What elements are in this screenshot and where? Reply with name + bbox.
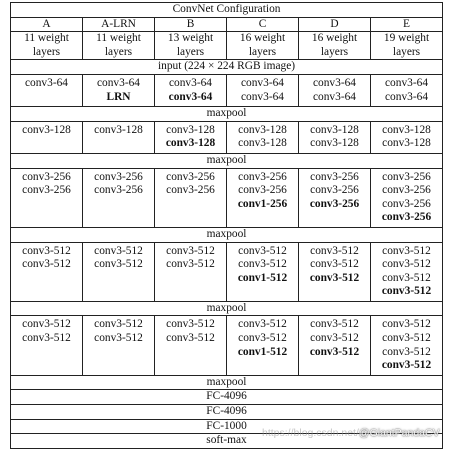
layer-entry: conv3-128 [310,123,359,136]
depth-line: 11 weight [24,32,69,45]
column-depth [299,32,371,60]
input-cell: input (224 × 224 RGB image) [11,60,443,75]
layer-entry: conv3-256 [238,170,287,183]
layer-cell [11,242,83,301]
table-title: ConvNet Configuration [11,3,443,18]
watermark-url: https://blog.csdn.net/ [262,427,359,439]
layer-entry: conv1-256 [237,197,288,210]
layer-entry: conv3-64 [385,76,429,89]
depth-line: 16 weight [239,32,286,45]
layer-entry: conv3-512 [94,318,143,331]
layer-cell [299,121,371,153]
maxpool-row [11,153,443,168]
column-header: E [371,17,443,32]
depth-line: layers [176,45,205,58]
layer-entry: conv3-512 [238,258,287,271]
depth-line: 19 weight [383,32,430,45]
depth-line: layers [104,45,133,58]
layer-entry: conv3-256 [309,197,360,210]
layer-cell [83,74,155,106]
column-header: A-LRN [83,17,155,32]
layer-entry: conv3-64 [240,90,285,103]
layer-entry: conv3-512 [22,318,71,331]
layer-cell [227,74,299,106]
layer-cell [371,121,443,153]
layer-cell [83,316,155,375]
title-row [11,3,443,18]
layer-entry: conv3-128 [94,123,143,136]
layer-entry: conv3-256 [22,184,71,197]
column-depth [371,32,443,60]
layer-entry: conv3-128 [382,123,431,136]
layer-cell [227,316,299,375]
tail-cell: soft-max [11,434,443,449]
column-header: A [11,17,83,32]
column-header: B [155,17,227,32]
layer-cell [11,74,83,106]
layer-entry: conv3-512 [310,318,359,331]
layer-entry: conv3-512 [238,244,287,257]
layer-entry: conv1-512 [237,271,288,284]
layer-cell [371,316,443,375]
tail-row [11,405,443,420]
layer-entry: conv3-128 [382,137,431,150]
layer-entry: conv3-128 [166,123,215,136]
layer-entry: conv3-256 [310,184,359,197]
layer-entry: conv3-512 [22,258,71,271]
watermark-handle: @GiantPandaCV [358,427,440,439]
column-depth [83,32,155,60]
depth-line: layers [320,45,349,58]
layer-cell [299,316,371,375]
layer-entry: conv3-64 [24,76,69,89]
layer-cell [155,74,227,106]
depth-line: 13 weight [167,32,214,45]
layer-block-row [11,74,443,106]
layer-cell [227,121,299,153]
tail-row [11,375,443,390]
input-row [11,60,443,75]
layer-entry: conv3-64 [96,76,141,89]
layer-entry: conv3-256 [382,184,431,197]
layer-entry: conv3-64 [168,90,213,103]
layer-cell [299,242,371,301]
layer-entry: conv3-128 [238,137,287,150]
layer-entry: conv3-64 [312,90,357,103]
layer-entry: conv3-512 [238,332,287,345]
layer-entry: conv3-256 [238,184,287,197]
layer-block-row [11,242,443,301]
layer-entry: conv3-512 [382,318,431,331]
layer-entry: conv3-512 [381,285,432,298]
layer-entry: conv3-512 [238,318,287,331]
layer-entry: conv3-512 [382,271,431,284]
maxpool-row [11,107,443,122]
layer-entry: conv3-512 [22,244,71,257]
depth-line: layers [392,45,421,58]
layer-entry: conv3-256 [94,170,143,183]
layer-cell [227,168,299,227]
layer-cell [83,121,155,153]
layer-entry: conv3-256 [382,170,431,183]
layer-entry: conv3-512 [166,318,215,331]
layer-entry: conv3-512 [309,345,360,358]
layer-entry: conv3-512 [382,345,431,358]
layer-entry: conv1-512 [237,345,288,358]
layer-cell [371,168,443,227]
layer-entry: conv3-512 [309,271,360,284]
layer-entry: conv3-512 [310,332,359,345]
layer-cell [83,242,155,301]
maxpool-cell: maxpool [11,153,443,168]
depth-line: 11 weight [96,32,141,45]
layer-entry: conv3-128 [238,123,287,136]
layer-entry: conv3-256 [22,170,71,183]
layer-cell [227,242,299,301]
table-body [11,3,443,449]
tail-cell: FC-4096 [11,390,443,405]
layer-cell [83,168,155,227]
column-depth [227,32,299,60]
maxpool-cell: maxpool [11,301,443,316]
layer-entry: LRN [106,90,131,103]
column-depth [11,32,83,60]
layer-cell [371,74,443,106]
depth-row [11,32,443,60]
layer-entry: conv3-512 [382,258,431,271]
layer-entry: conv3-128 [310,137,359,150]
maxpool-cell: maxpool [11,227,443,242]
layer-entry: conv3-256 [310,170,359,183]
layer-block-row [11,121,443,153]
layer-entry: conv3-256 [166,184,215,197]
layer-cell [299,74,371,106]
layer-entry: conv3-64 [240,76,285,89]
layer-entry: conv3-256 [166,170,215,183]
tail-cell: maxpool [11,375,443,390]
convnet-configuration-table [10,2,443,449]
layer-cell [11,121,83,153]
layer-entry: conv3-128 [22,123,71,136]
layer-entry: conv3-512 [382,244,431,257]
depth-line: layers [248,45,277,58]
layer-cell [155,242,227,301]
layer-cell [11,316,83,375]
maxpool-row [11,227,443,242]
tail-cell: FC-1000 [11,419,443,434]
layer-entry: conv3-64 [312,76,357,89]
layer-entry: conv3-512 [94,258,143,271]
layer-entry: conv3-512 [382,332,431,345]
layer-entry: conv3-512 [22,332,71,345]
column-depth [155,32,227,60]
layer-entry: conv3-256 [381,211,432,224]
layer-entry: conv3-512 [310,258,359,271]
layer-cell [371,242,443,301]
layer-entry: conv3-512 [166,258,215,271]
layer-entry: conv3-512 [381,359,432,372]
layer-cell [155,121,227,153]
maxpool-cell: maxpool [11,107,443,122]
depth-line: 16 weight [311,32,358,45]
layer-cell [11,168,83,227]
watermark [262,427,452,443]
layer-entry: conv3-64 [385,90,429,103]
layer-entry: conv3-64 [168,76,213,89]
column-header-row [11,17,443,32]
column-header: C [227,17,299,32]
column-header: D [299,17,371,32]
layer-cell [299,168,371,227]
layer-entry: conv3-512 [94,244,143,257]
layer-block-row [11,168,443,227]
layer-entry: conv3-256 [94,184,143,197]
layer-cell [155,168,227,227]
depth-line: layers [32,45,61,58]
tail-row [11,390,443,405]
layer-entry: conv3-512 [166,332,215,345]
layer-entry: conv3-256 [382,197,431,210]
layer-entry: conv3-512 [166,244,215,257]
layer-entry: conv3-512 [310,244,359,257]
layer-cell [155,316,227,375]
layer-block-row [11,316,443,375]
maxpool-row [11,301,443,316]
layer-entry: conv3-128 [165,137,216,150]
layer-entry: conv3-512 [94,332,143,345]
tail-cell: FC-4096 [11,405,443,420]
